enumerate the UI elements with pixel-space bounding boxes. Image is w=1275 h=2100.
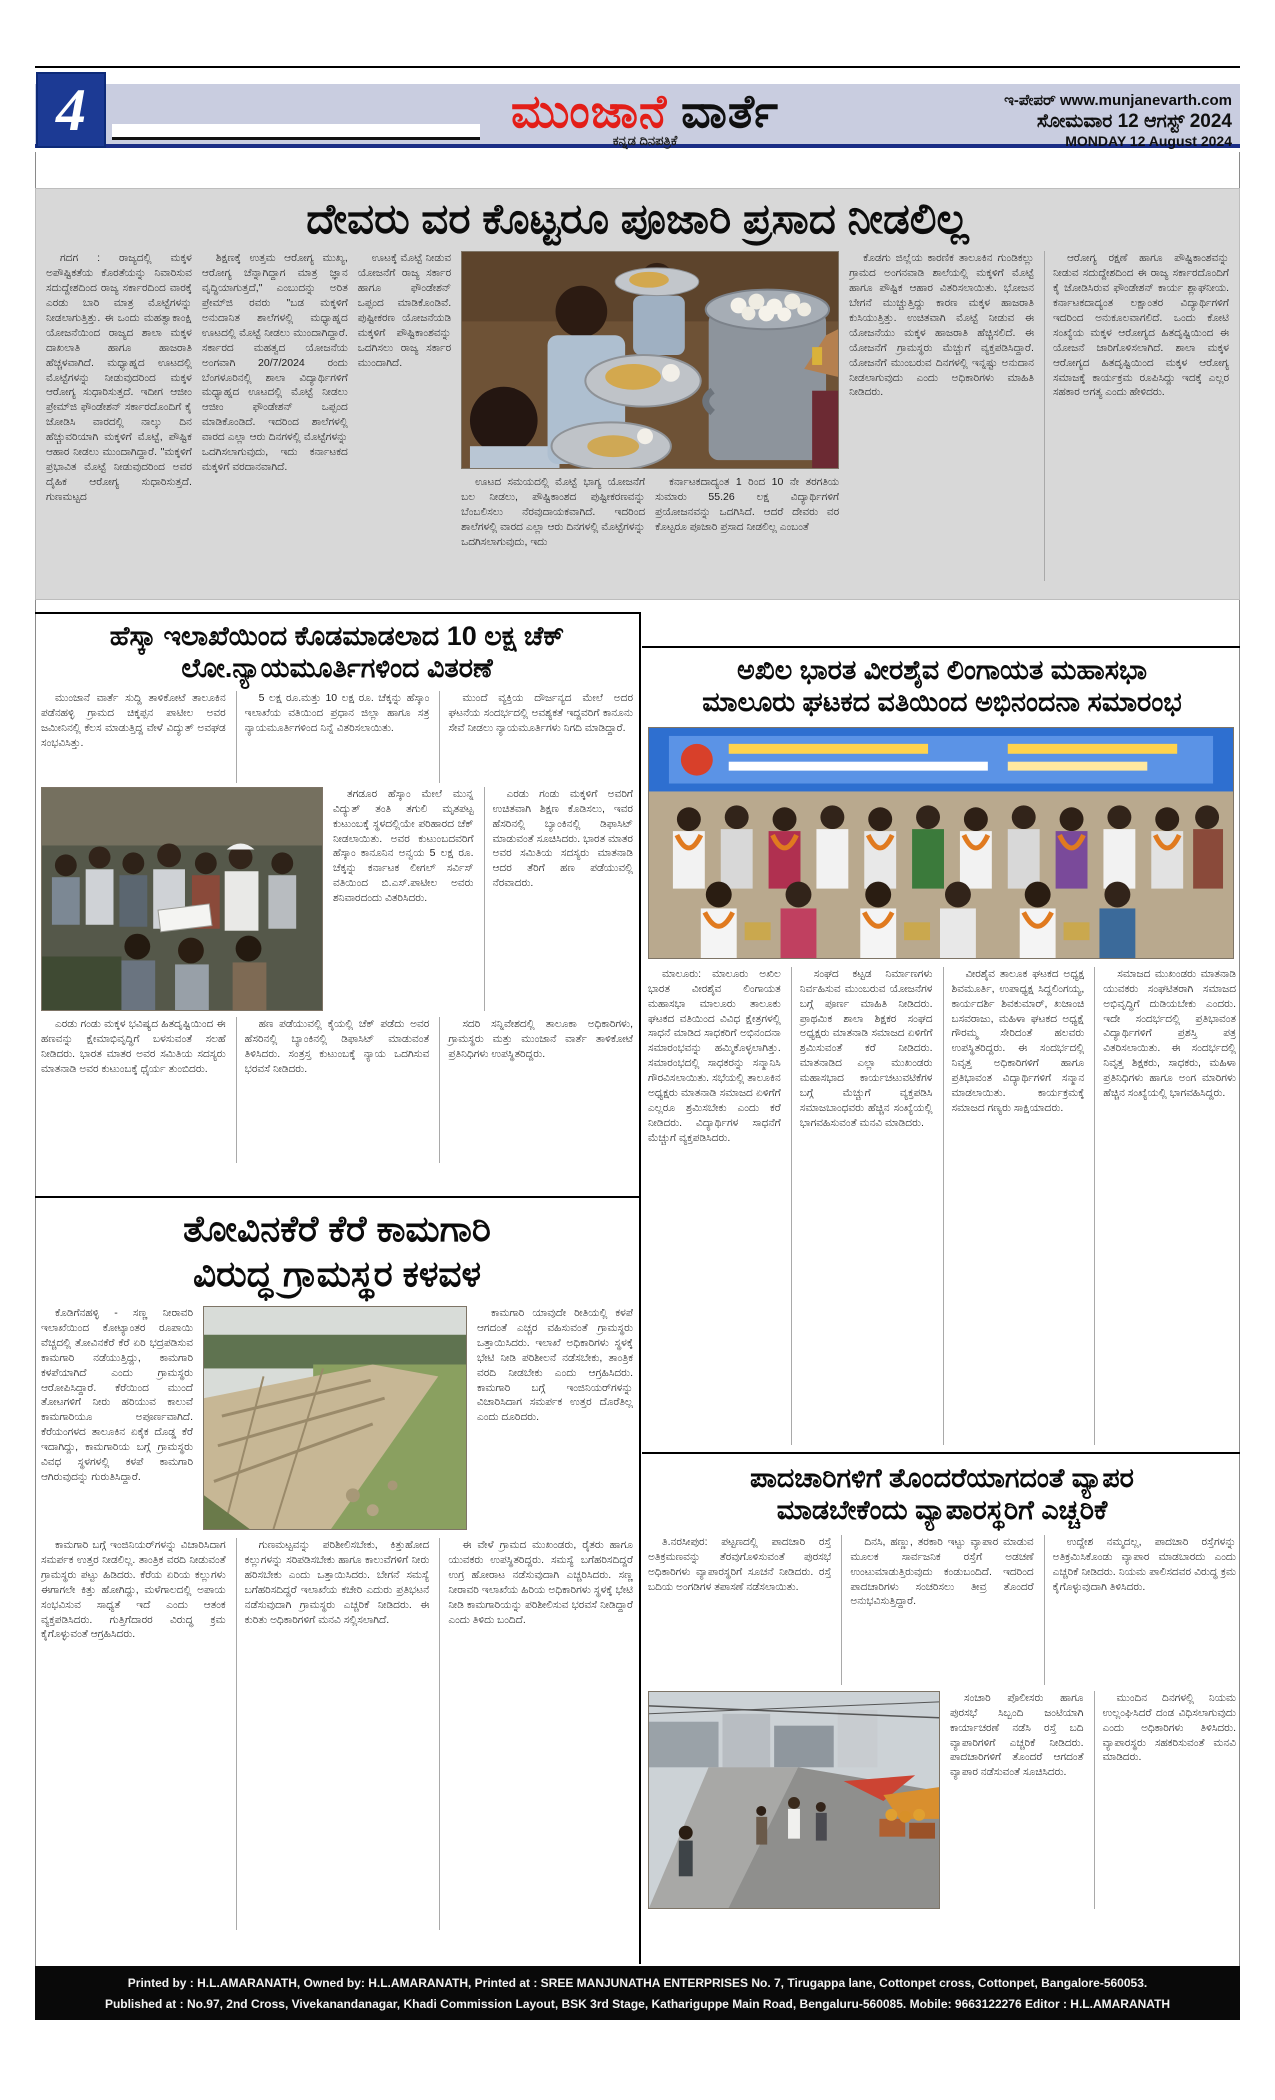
felicitation-group-photo — [648, 727, 1234, 959]
lead-col-5: ಆರೋಗ್ಯ ರಕ್ಷಣೆ ಹಾಗೂ ಪೌಷ್ಟಿಕಾಂಶವನ್ನು ನೀಡುವ ಸದುದ್ದೇಶದಿಂದ ಈ ರಾಜ್ಯ ಸರ್ಕಾರದೊಂದಿಗೆ ಕೈ ಜೋಡಿಸಿರುವ ಫೌಂಡೇಶನ್ ಕಾರ್ಯ ಶ್ಲಾಘನೀಯ. ಕರ್ನಾಟಕದಾದ್ಯಂತ ಲಕ್ಷಾಂತರ ವಿದ್ಯಾರ್ಥಿಗಳಿಗೆ ಇದರಿಂದ ಅನುಕೂಲವಾಗಲಿದೆ. ಒಂದು ಕೋಟಿ ಸಂಖ್ಯೆಯ ಮಕ್ಕಳ ಆರೋಗ್ಯದ ಹಿತದೃಷ್ಟಿಯಿಂದ ಈ ಯೋಜನೆ ಜಾರಿಗೊಳಿಸಲಾಗಿದೆ. ಶಾಲಾ ಮಕ್ಕಳ ಆರೋಗ್ಯದ ಹಿತದೃಷ್ಟಿಯಿಂದ ಮಕ್ಕಳ ಆರೋಗ್ಯ ಸಮಾಜಕ್ಕೆ ಕಾರ್ಯಕ್ರಮ ರೂಪಿಸಿದ್ದು ಇದಕ್ಕೆ ಎಲ್ಲರ ಸಹಕಾರ ಅಗತ್ಯ ಎಂದು ಹೇಳಿದರು. — [1044, 251, 1229, 581]
lake-bottom-col-3: ಈ ವೇಳೆ ಗ್ರಾಮದ ಮುಖಂಡರು, ರೈತರು ಹಾಗೂ ಯುವಕರು ಉಪಸ್ಥಿತರಿದ್ದರು. ಸಮಸ್ಯೆ ಬಗೆಹರಿಸದಿದ್ದರೆ ಉಗ್ರ ಹೋರಾಟ ನಡೆಸುವುದಾಗಿ ಎಚ್ಚರಿಸಿದರು. ಸಣ್ಣ ನೀರಾವರಿ ಇಲಾಖೆಯ ಹಿರಿಯ ಅಧಿಕಾರಿಗಳು ಸ್ಥಳಕ್ಕೆ ಭೇಟಿ ನೀಡಿ ಕಾಮಗಾರಿಯನ್ನು ಪರಿಶೀಲಿಸುವ ಭರವಸೆ ನೀಡಿದ್ದಾರೆ ಎಂದು ತಿಳಿದು ಬಂದಿದೆ. — [439, 1538, 633, 1930]
cheque-side-col-1: ತಗಡೂರ ಹೆಸ್ಕಾಂ ಮೇಲೆ ಮುನ್ನ ವಿದ್ಯುತ್ ತಂತಿ ತಗುಲಿ ಮೃತಪಟ್ಟ ಕುಟುಂಬಕ್ಕೆ ಸ್ಥಳದಲ್ಲಿಯೇ ಪರಿಹಾರದ ಚೆಕ್ ನೀಡಲಾಯಿತು. ಅವರ ಕುಟುಂಬದವರಿಗೆ ಹೆಸ್ಕಾಂ ಕಾನೂನಿನ ಅನ್ವಯ 5 ಲಕ್ಷ ರೂ. ಚೆಕ್ಕನ್ನು ಕರ್ನಾಟಕ ಲೀಗಲ್ ಸರ್ವಿಸ್ ವತಿಯಿಂದ ಬಿ.ಎಸ್.ಪಾಟೀಲ ಅವರು ಶನಿವಾರದಂದು ವಿತರಿಸಿದರು. — [333, 787, 474, 905]
cheque-side-col-2: ಎರಡು ಗಂಡು ಮಕ್ಕಳಿಗೆ ಅವರಿಗೆ ಉಚಿತವಾಗಿ ಶಿಕ್ಷಣ ಕೊಡಿಸಲು, ಇವರ ಹೆಸರಿನಲ್ಲಿ ಬ್ಯಾಂಕಿನಲ್ಲಿ ಡಿಫಾಸಿಟ್ ಮಾಡುವಂತೆ ಸೂಚಿಸಿದರು. ಭಾರತ ಮಾತರ ಅವರ ಸಮಿತಿಯ ಸದಸ್ಯರು ಮಾತನಾಡಿ ಆದರ ತೆರಿಗೆ ಹಣ ಪಡೆಯುವಲ್ಲಿ ನೆರವಾದರು. — [484, 787, 634, 1011]
cheque-headline-line2: ಲೋ.ನ್ಯಾಯಮೂರ್ತಿಗಳಿಂದ ವಿತರಣೆ — [181, 653, 493, 684]
page-number-box — [36, 72, 106, 148]
vendor-article — [642, 1452, 1240, 1909]
cheque-bottom-col-3: ಸದರಿ ಸನ್ನಿವೇಶದಲ್ಲಿ ತಾಲೂಕಾ ಅಧಿಕಾರಿಗಳು, ಗ್ರಾಮಸ್ಥರು ಮತ್ತು ಮುಂಜಾನೆ ವಾರ್ತೆ ತಾಳಿಕೋಟೆ ಪ್ರತಿನಿಧಿಗಳು ಉಪಸ್ಥಿತರಿದ್ದರು. — [439, 1017, 633, 1163]
imprint-line-1: Printed by : H.L.AMARANATH, Owned by: H.L.AMARANATH, Printed at : SREE MANJUNATHA ENTERPRISES No. 7, Tirugappa lane, Cottonpet cross, Cottonpet, Bangalore-560053. — [127, 1975, 1148, 1990]
lake-right-col: ಕಾಮಗಾರಿ ಯಾವುದೇ ರೀತಿಯಲ್ಲಿ ಕಳಪೆ ಆಗದಂತೆ ಎಚ್ಚರ ವಹಿಸುವಂತೆ ಗ್ರಾಮಸ್ಥರು ಒತ್ತಾಯಿಸಿದರು. ಇಲಾಖೆ ಅಧಿಕಾರಿಗಳು ಸ್ಥಳಕ್ಕೆ ಭೇಟಿ ನೀಡಿ ಪರಿಶೀಲನೆ ನಡೆಸಬೇಕು, ತಾಂತ್ರಿಕ ವರದಿ ನೀಡಬೇಕು ಎಂದು ಆಗ್ರಹಿಸಿದರು. ಕಾಮಗಾರಿ ಬಗ್ಗೆ ಇಂಜಿನಿಯರ್‌ಗಳನ್ನು ವಿಚಾರಿಸಿದಾಗ ಸಮರ್ಪಕ ಉತ್ತರ ದೊರೆತಿಲ್ಲ ಎಂದು ದೂರಿದರು. — [477, 1307, 633, 1424]
lead-col-1: ಗದಗ : ರಾಜ್ಯದಲ್ಲಿ ಮಕ್ಕಳ ಅಪೌಷ್ಟಿಕತೆಯ ಕೊರತೆಯನ್ನು ನಿವಾರಿಸುವ ಸದುದ್ದೇಶದಿಂದ ರಾಜ್ಯ ಸರ್ಕಾರದಿಂದ ವಾರಕ್ಕೆ ಎರಡು ಬಾರಿ ಮಾತ್ರ ಮೊಟ್ಟೆಗಳನ್ನು ನೀಡಲಾಗುತ್ತಿತ್ತು. ಈ ಒಂದು ಮಹತ್ವಾಕಾಂಕ್ಷಿ ಯೋಜನೆಯಿಂದ ರಾಜ್ಯದ ಶಾಲಾ ಮಕ್ಕಳ ದಾಖಲಾತಿ ಹಾಗೂ ಹಾಜರಾತಿ ಹೆಚ್ಚಳವಾಗಿದೆ. ಮಧ್ಯಾಹ್ನದ ಊಟದಲ್ಲಿ ಮೊಟ್ಟೆಗಳನ್ನು ನೀಡುವುದರಿಂದ ಮಕ್ಕಳ ಆರೋಗ್ಯ ಸುಧಾರಿಸುತ್ತದೆ. ಇದೀಗ ಆಜೀಂ ಪ್ರೇಮ್‌ಜಿ ಫೌಂಡೇಶನ್ ಸರ್ಕಾರದೊಂದಿಗೆ ಕೈ ಜೋಡಿಸಿ ವಾರದಲ್ಲಿ ನಾಲ್ಕು ದಿನ ಹೆಚ್ಚುವರಿಯಾಗಿ ಮಕ್ಕಳಿಗೆ ಮೊಟ್ಟೆ, ಪೌಷ್ಟಿಕ ಆಹಾರ ನೀಡಲು ಮುಂದಾಗಿದ್ದಾರೆ. "ಮಕ್ಕಳಿಗೆ ಪ್ರಭಾವಿತ ಮೊಟ್ಟೆ ನೀಡುವುದರಿಂದ ಅವರ ದೈಹಿಕ ಆರೋಗ್ಯ ಸುಧಾರಿಸುತ್ತದೆ. ಗುಣಮಟ್ಟದ — [46, 252, 192, 503]
page-number: 4 — [56, 76, 86, 143]
lake-headline-line1: ತೋವಿನಕೆರೆ ಕೆರೆ ಕಾಮಗಾರಿ — [183, 1208, 491, 1249]
lingayat-headline-line1: ಅಖಿಲ ಭಾರತ ವೀರಶೈವ ಲಿಂಗಾಯತ ಮಹಾಸಭಾ — [736, 655, 1148, 685]
lead-col-2: ಶಿಕ್ಷಣಕ್ಕೆ ಉತ್ತಮ ಆರೋಗ್ಯ ಮುಖ್ಯ, ಆರೋಗ್ಯ ಚೆನ್ನಾಗಿದ್ದಾಗ ಮಾತ್ರ ಜ್ಞಾನ ವೃದ್ಧಿಯಾಗುತ್ತದೆ," ಎಂಬುದನ್ನು ಅರಿತ ಪ್ರೇಮ್‌ಜಿ ರವರು "ಬಡ ಮಕ್ಕಳಿಗೆ ಅನುದಾನಿತ ಶಾಲೆಗಳಲ್ಲಿ ಮಧ್ಯಾಹ್ನದ ಊಟದಲ್ಲಿ ಮೊಟ್ಟೆ ನೀಡಲು ಮುಂದಾಗಿದ್ದಾರೆ. ಸರ್ಕಾರದ ಮಹತ್ವದ ಯೋಜನೆಯ ಅಂಗವಾಗಿ 20/7/2024 ರಂದು ಬೆಂಗಳೂರಿನಲ್ಲಿ ಶಾಲಾ ವಿದ್ಯಾರ್ಥಿಗಳಿಗೆ ಮಧ್ಯಾಹ್ನದ ಊಟದಲ್ಲಿ ಮೊಟ್ಟೆ ನೀಡಲು ಆಜೀಂ ಫೌಂಡೇಶನ್ ಒಪ್ಪಂದ ಮಾಡಿಕೊಂಡಿದೆ. ಇದರಿಂದ ಶಾಲೆಗಳಲ್ಲಿ ವಾರದ ಎಲ್ಲಾ ಆರು ದಿನಗಳಲ್ಲಿ ಮೊಟ್ಟೆಗಳನ್ನು ಒದಗಿಸಲಾಗುವುದು, ಇದು ಕರ್ನಾಟಕದ ಮಕ್ಕಳಿಗೆ ವರದಾನವಾಗಿದೆ. — [201, 252, 348, 473]
cheque-intro-1: ಮುಂಜಾನೆ ವಾರ್ತೆ ಸುದ್ದಿ ತಾಳಿಕೋಟೆ ತಾಲೂಕಿನ ಪಡೆನಹಳ್ಳಿ ಗ್ರಾಮದ ಚಿಕ್ಕಪ್ಪನ ಪಾಟೀಲ ಅವರ ಜಮೀನಿನಲ್ಲಿ ಕೆಲಸ ಮಾಡುತ್ತಿದ್ದ ವೇಳೆ ವಿದ್ಯುತ್ ಅವಘಡ ಸಂಭವಿಸಿತ್ತು. — [41, 691, 226, 749]
cheque-handover-photo — [41, 787, 323, 1011]
masthead-subtitle: ಕನ್ನಡ ದಿನಪತ್ರಿಕೆ — [612, 133, 678, 148]
masthead-word-red: ಮುಂಜಾನೆ — [511, 85, 668, 137]
cheque-headline-line1: ಹೆಸ್ಕಾ ಇಲಾಖೆಯಿಂದ ಕೊಡಮಾಡಲಾದ 10 ಲಕ್ಷ ಚೆಕ್ — [109, 621, 565, 651]
lead-headline: ದೇವರು ವರ ಕೊಟ್ಟರೂ ಪೂಜಾರಿ ಪ್ರಸಾದ ನೀಡಲಿಲ್ಲ — [306, 195, 969, 242]
date-english: MONDAY 12 August 2024 — [1065, 133, 1232, 149]
masthead — [430, 85, 860, 137]
lake-bottom-col-1: ಕಾಮಗಾರಿ ಬಗ್ಗೆ ಇಂಜಿನಿಯರ್‌ಗಳನ್ನು ವಿಚಾರಿಸಿದಾಗ ಸಮರ್ಪಕ ಉತ್ತರ ನೀಡಲಿಲ್ಲ. ತಾಂತ್ರಿಕ ವರದಿ ನೀಡುವಂತೆ ಗ್ರಾಮಸ್ಥರು ಪಟ್ಟು ಹಿಡಿದರು. ಕೆರೆಯ ಏರಿಯ ಕಲ್ಲುಗಳು ಈಗಾಗಲೇ ಕಿತ್ತು ಹೋಗಿದ್ದು, ಮಳೆಗಾಲದಲ್ಲಿ ಅಪಾಯ ಸಂಭವಿಸುವ ಸಾಧ್ಯತೆ ಇದೆ ಎಂದು ಆತಂಕ ವ್ಯಕ್ತಪಡಿಸಿದರು. ಗುತ್ತಿಗೆದಾರರ ವಿರುದ್ಧ ಕ್ರಮ ಕೈಗೊಳ್ಳುವಂತೆ ಆಗ್ರಹಿಸಿದರು. — [41, 1539, 226, 1641]
cheque-intro-2: 5 ಲಕ್ಷ ರೂ.ಮತ್ತು 10 ಲಕ್ಷ ರೂ. ಚೆಕ್ಕನ್ನು ಹೆಸ್ಕಾಂ ಇಲಾಖೆಯ ವತಿಯಿಂದ ಪ್ರಧಾನ ಜಿಲ್ಲಾ ಹಾಗೂ ಸತ್ರ ನ್ಯಾಯಮೂರ್ತಿಗಳಿಂದ ನಿನ್ನೆ ವಿತರಿಸಲಾಯಿತು. — [236, 691, 430, 783]
lake-left-col: ಕೊಡಿಗೆನಹಳ್ಳಿ - ಸಣ್ಣ ನೀರಾವರಿ ಇಲಾಖೆಯಿಂದ ಕೋಟ್ಯಾಂತರ ರೂಪಾಯಿ ವೆಚ್ಚದಲ್ಲಿ ತೋವಿನಕೆರೆ ಕೆರೆ ಏರಿ ಭದ್ರಪಡಿಸುವ ಕಾಮಗಾರಿ ನಡೆಯುತ್ತಿದ್ದು, ಕಾಮಗಾರಿ ಕಳಪೆಯಾಗಿದೆ ಎಂದು ಗ್ರಾಮಸ್ಥರು ಆರೋಪಿಸಿದ್ದಾರೆ. ಕೆರೆಯಿಂದ ಮುಂದೆ ತೋಟಗಳಿಗೆ ನೀರು ಹರಿಯುವ ಕಾಲುವೆ ಕಾಮಗಾರಿಯೂ ಅಪೂರ್ಣವಾಗಿದೆ. ಕೆರೆಯಂಗಳದ ತಾಲೂಕಿನ ಏಕೈಕ ದೊಡ್ಡ ಕೆರೆ ಇದಾಗಿದ್ದು, ಕಾಮಗಾರಿಯ ಬಗ್ಗೆ ಗ್ರಾಮಸ್ಥರು ವಿವಧ ಸ್ಥಳಗಳಲ್ಲಿ ಕಳಪೆ ಕಾಮಗಾರಿ ಆಗಿರುವುದನ್ನು ಗುರುತಿಸಿದ್ದಾರೆ. — [41, 1307, 193, 1483]
imprint-line-2: Published at : No.97, 2nd Cross, Vivekanandanagar, Khadi Commission Layout, BSK 3rd Stage, Kathariguppe Main Road, Bengaluru-560085. Mobile: 9663122276 Editor : H.L.AMARANATH — [104, 1996, 1171, 2011]
vendor-intro-1: ತಿ.ನರಸೀಪುರ: ಪಟ್ಟಣದಲ್ಲಿ ಪಾದಚಾರಿ ರಸ್ತೆ ಅತಿಕ್ರಮಣವನ್ನು ತೆರವುಗೊಳಿಸುವಂತೆ ಪುರಸಭೆ ಅಧಿಕಾರಿಗಳು ವ್ಯಾಪಾರಸ್ಥರಿಗೆ ಸೂಚನೆ ನೀಡಿದರು. ರಸ್ತೆ ಬದಿಯ ಅಂಗಡಿಗಳ ತಪಾಸಣೆ ನಡೆಸಲಾಯಿತು. — [648, 1535, 832, 1593]
lead-caption-right: ಕರ್ನಾಟಕದಾದ್ಯಂತ 1 ರಿಂದ 10 ನೇ ತರಗತಿಯ ಸುಮಾರು 55.26 ಲಕ್ಷ ವಿದ್ಯಾರ್ಥಿಗಳಿಗೆ ಪ್ರಯೋಜನವನ್ನು ಒದಗಿಸಿದೆ. ಆದರೆ ದೇವರು ವರ ಕೊಟ್ಟರೂ ಪೂಜಾರಿ ಪ್ರಸಾದ ನೀಡಲಿಲ್ಲ ಎಂಬಂತೆ — [655, 476, 840, 534]
lingayat-col-1: ಮಾಲೂರು: ಮಾಲೂರು ಅಖಿಲ ಭಾರತ ವೀರಶೈವ ಲಿಂಗಾಯತ ಮಹಾಸಭಾ ಮಾಲೂರು ತಾಲೂಕು ಘಟಕದ ವತಿಯಿಂದ ವಿವಿಧ ಕ್ಷೇತ್ರಗಳಲ್ಲಿ ಸಾಧನೆ ಮಾಡಿದ ಸಾಧಕರಿಗೆ ಅಭಿನಂದನಾ ಸಮಾರಂಭವನ್ನು ಹಮ್ಮಿಕೊಳ್ಳಲಾಗಿತ್ತು. ಸಮಾರಂಭದಲ್ಲಿ ಸಾಧಕರನ್ನು ಸನ್ಮಾನಿಸಿ ಗೌರವಿಸಲಾಯಿತು. ಸಭೆಯಲ್ಲಿ ತಾಲೂಕಿನ ಅಧ್ಯಕ್ಷರು ಮಾತನಾಡಿ ಸಮಾಜದ ಏಳಿಗೆಗೆ ಎಲ್ಲರೂ ಶ್ರಮಿಸಬೇಕು ಎಂದು ಕರೆ ನೀಡಿದರು. ವಿದ್ಯಾರ್ಥಿಗಳ ಸಾಧನೆಗೆ ಮೆಚ್ಚುಗೆ ವ್ಯಕ್ತಪಡಿಸಿದರು. — [648, 967, 781, 1144]
cheque-intro-3: ಮುಂದೆ ವ್ಯಕ್ತಿಯ ದೌರ್ಜನ್ಯದ ಮೇಲೆ ಅದರ ಘಟನೆಯ ಸಂದರ್ಭದಲ್ಲಿ ಅವಶ್ಯಕತೆ ಇದ್ದವರಿಗೆ ಕಾನೂನು ಸೇವೆ ನೀಡಲು ನ್ಯಾಯಮೂರ್ತಿಗಳು ನಿಗದಿ ಮಾಡಿದ್ದಾರೆ. — [439, 691, 633, 783]
cheque-bottom-col-1: ಎರಡು ಗಂಡು ಮಕ್ಕಳ ಭವಿಷ್ಯದ ಹಿತದೃಷ್ಟಿಯಿಂದ ಈ ಹಣವನ್ನು ಕ್ಷೇಮಾಭಿವೃದ್ಧಿಗೆ ಬಳಸುವಂತೆ ಸಲಹೆ ನೀಡಿದರು. ಭಾರತ ಮಾತರ ಅವರ ಸಮಿತಿಯ ಸದಸ್ಯರು ಮಾತನಾಡಿ ಅವರ ಕುಟುಂಬಕ್ಕೆ ಧೈರ್ಯ ತುಂಬಿದರು. — [41, 1017, 226, 1075]
vendor-intro-3: ಉದ್ದೇಶ ನಮ್ಮದಲ್ಲ, ಪಾದಚಾರಿ ರಸ್ತೆಗಳನ್ನು ಅತಿಕ್ರಮಿಸಿಕೊಂಡು ವ್ಯಾಪಾರ ಮಾಡಬಾರದು ಎಂದು ಎಚ್ಚರಿಕೆ ನೀಡಿದರು. ನಿಯಮ ಪಾಲಿಸದವರ ವಿರುದ್ಧ ಕ್ರಮ ಕೈಗೊಳ್ಳುವುದಾಗಿ ತಿಳಿಸಿದರು. — [1044, 1535, 1236, 1685]
vendor-headline-line1: ಪಾದಚಾರಿಗಳಿಗೆ ತೊಂದರೆಯಾಗದಂತೆ ವ್ಯಾಪರ — [750, 1463, 1134, 1493]
lake-construction-photo — [203, 1306, 467, 1530]
masthead-word-black: ವಾರ್ತೆ — [667, 85, 779, 137]
lingayat-col-4: ಸಮಾಜದ ಮುಖಂಡರು ಮಾತನಾಡಿ ಯುವಕರು ಸಂಘಟಿತರಾಗಿ ಸಮಾಜದ ಅಭಿವೃದ್ಧಿಗೆ ದುಡಿಯಬೇಕು ಎಂದರು. ಇದೇ ಸಂದರ್ಭದಲ್ಲಿ ಪ್ರತಿಭಾವಂತ ವಿದ್ಯಾರ್ಥಿಗಳಿಗೆ ಪ್ರಶಸ್ತಿ ಪತ್ರ ವಿತರಿಸಲಾಯಿತು. ಈ ಸಂದರ್ಭದಲ್ಲಿ ನಿವೃತ್ತ ಶಿಕ್ಷಕರು, ಸಾಧಕರು, ಮಹಿಳಾ ಪ್ರತಿನಿಧಿಗಳು ಹಾಗೂ ಅಂಗ ಮಾರಿಗಳು ಹೆಚ್ಚಿನ ಸಂಖ್ಯೆಯಲ್ಲಿ ಭಾಗವಹಿಸಿದ್ದರು. — [1094, 967, 1236, 1445]
masthead-underline-strip — [112, 124, 480, 140]
date-kannada: ಸೋಮವಾರ 12 ಆಗಸ್ಟ್ 2024 — [1036, 111, 1232, 132]
lead-caption-left: ಊಟದ ಸಮಯದಲ್ಲಿ ಮೊಟ್ಟೆ ಭಾಗ್ಯ ಯೋಜನೆಗೆ ಬಲ ನೀಡಲು, ಪೌಷ್ಟಿಕಾಂಶದ ಪುಷ್ಟೀಕರಣವನ್ನು ಬೆಂಬಲಿಸಲು ನೆರವುದಾಯಕವಾಗಿದೆ. ಇದರಿಂದ ಶಾಲೆಗಳಲ್ಲಿ ವಾರದ ಎಲ್ಲಾ ಆರು ದಿನಗಳಲ್ಲಿ ಮೊಟ್ಟೆಗಳನ್ನು ಒದಗಿಸಲಾಗುವುದು, ಇದು — [461, 476, 646, 548]
street-market-photo — [648, 1691, 940, 1909]
cheque-bottom-col-2: ಹಣ ಪಡೆಯುವಲ್ಲಿ ಕೈಯಲ್ಲಿ ಚೆಕ್ ಪಡೆದು ಅವರ ಹೆಸರಿನಲ್ಲಿ ಬ್ಯಾಂಕಿನಲ್ಲಿ ಡಿಫಾಸಿಟ್ ಮಾಡುವಂತೆ ತಿಳಿಸಿದರು. ಸಂತ್ರಸ್ತ ಕುಟುಂಬಕ್ಕೆ ನ್ಯಾಯ ಒದಗಿಸುವ ಭರವಸೆ ನೀಡಿದರು. — [236, 1017, 430, 1163]
vendor-intro-2: ದಿನಸಿ, ಹಣ್ಣು, ತರಕಾರಿ ಇಟ್ಟು ವ್ಯಾಪಾರ ಮಾಡುವ ಮೂಲಕ ಸಾರ್ವಜನಿಕ ರಸ್ತೆಗೆ ಅಡಚಣೆ ಉಂಟುಮಾಡುತ್ತಿರುವುದು ಕಂಡುಬಂದಿದೆ. ಇದರಿಂದ ಪಾದಚಾರಿಗಳು ಸಂಚರಿಸಲು ತೀವ್ರ ತೊಂದರೆ ಅನುಭವಿಸುತ್ತಿದ್ದಾರೆ. — [841, 1535, 1033, 1685]
lingayat-col-2: ಸಂಘದ ಕಟ್ಟಡ ನಿರ್ಮಾಣಗಳು ನಿರ್ವಹಿಸುವ ಮುಂಬರುವ ಯೋಜನೆಗಳ ಬಗ್ಗೆ ಪೂರ್ಣ ಮಾಹಿತಿ ನೀಡಿದರು. ಪ್ರಾಥಮಿಕ ಶಾಲಾ ಶಿಕ್ಷಕರ ಸಂಘದ ಅಧ್ಯಕ್ಷರು ಮಾತನಾಡಿ ಸಮಾಜದ ಏಳಿಗೆಗೆ ಶ್ರಮಿಸುವಂತೆ ಕರೆ ನೀಡಿದರು. ಮಾತನಾಡಿದ ಎಲ್ಲಾ ಮುಖಂಡರು ಮಹಾಸಭಾದ ಕಾರ್ಯಚಟುವಟಿಕೆಗಳ ಬಗ್ಗೆ ಮೆಚ್ಚುಗೆ ವ್ಯಕ್ತಪಡಿಸಿ ಸಮಾಜಬಾಂಧವರು ಹೆಚ್ಚಿನ ಸಂಖ್ಯೆಯಲ್ಲಿ ಭಾಗವಹಿಸುವಂತೆ ಮನವಿ ಮಾಡಿದರು. — [791, 967, 933, 1445]
lead-photo-block — [461, 251, 839, 581]
lingayat-headline-line2: ಮಾಲೂರು ಘಟಕದ ವತಿಯಿಂದ ಅಭಿನಂದನಾ ಸಮಾರಂಭ — [702, 687, 1182, 718]
center-column-divider — [639, 612, 641, 1964]
lead-article — [35, 188, 1240, 600]
lingayat-col-3: ವೀರಶೈವ ತಾಲೂಕ ಘಟಕದ ಅಧ್ಯಕ್ಷ ಶಿವಮೂರ್ತಿ, ಉಪಾಧ್ಯಕ್ಷ ಸಿದ್ದಲಿಂಗಯ್ಯ, ಕಾರ್ಯದರ್ಶಿ ಶಿವಕುಮಾರ್, ಖಜಾಂಚಿ ಬಸವರಾಜು, ಮಹಿಳಾ ಘಟಕದ ಅಧ್ಯಕ್ಷೆ ಗೌರಮ್ಮ ಸೇರಿದಂತೆ ಹಲವರು ಉಪಸ್ಥಿತರಿದ್ದರು. ಈ ಸಂದರ್ಭದಲ್ಲಿ ನಿವೃತ್ತ ಅಧಿಕಾರಿಗಳಿಗೆ ಹಾಗೂ ಪ್ರತಿಭಾವಂತ ವಿದ್ಯಾರ್ಥಿಗಳಿಗೆ ಸನ್ಮಾನ ಮಾಡಲಾಯಿತು. ಕಾರ್ಯಕ್ರಮಕ್ಕೆ ಸಮಾಜದ ಗಣ್ಯರು ಸಾಕ್ಷಿಯಾದರು. — [943, 967, 1085, 1445]
lake-article — [35, 1196, 639, 1930]
lake-bottom-col-2: ಗುಣಮಟ್ಟವನ್ನು ಪರಿಶೀಲಿಸಬೇಕು, ಕಿತ್ತುಹೋದ ಕಲ್ಲುಗಳನ್ನು ಸರಿಪಡಿಸಬೇಕು ಹಾಗೂ ಕಾಲುವೆಗಳಿಗೆ ನೀರು ಹರಿಸಬೇಕು ಎಂದು ಒತ್ತಾಯಿಸಿದರು. ಬೇಗನೆ ಸಮಸ್ಯೆ ಬಗೆಹರಿಸದಿದ್ದರೆ ಇಲಾಖೆಯ ಕಚೇರಿ ಎದುರು ಪ್ರತಿಭಟನೆ ನಡೆಸುವುದಾಗಿ ಗ್ರಾಮಸ್ಥರು ಎಚ್ಚರಿಕೆ ನೀಡಿದರು. ಈ ಕುರಿತು ಅಧಿಕಾರಿಗಳಿಗೆ ಮನವಿ ಸಲ್ಲಿಸಲಾಗಿದೆ. — [236, 1538, 430, 1930]
lead-col-4: ಕೊಡಗು ಜಿಲ್ಲೆಯ ಕಾರಣಿಕ ತಾಲೂಕಿನ ಗುಂಡಿಕಲ್ಲು ಗ್ರಾಮದ ಅಂಗನವಾಡಿ ಶಾಲೆಯಲ್ಲಿ ಮಕ್ಕಳಿಗೆ ಮೊಟ್ಟೆ ಹಾಗೂ ಪೌಷ್ಟಿಕ ಆಹಾರ ವಿತರಿಸಲಾಯಿತು. ಭೋಜನ ಬೇಗನೆ ಮುಚ್ಚುತ್ತಿದ್ದು ಕಾರಣ ಮಕ್ಕಳ ಹಾಜರಾತಿ ಕುಸಿಯುತ್ತಿತ್ತು. ಉಚಿತವಾಗಿ ಮೊಟ್ಟೆ ನೀಡುವ ಈ ಯೋಜನೆಯು ಮಕ್ಕಳ ಹಾಜರಾತಿ ಹೆಚ್ಚಿಸಲಿದೆ. ಈ ಯೋಜನೆಗೆ ಗ್ರಾಮಸ್ಥರು ಮೆಚ್ಚುಗೆ ವ್ಯಕ್ತಪಡಿಸಿದ್ದಾರೆ. ಯೋಜನೆಗೆ ಮುಂಬರುವ ದಿನಗಳಲ್ಲಿ ಇನ್ನಷ್ಟು ಅನುದಾನ ನೀಡಲಾಗುವುದು ಎಂದು ಅಧಿಕಾರಿಗಳು ಮಾಹಿತಿ ನೀಡಿದರು. — [849, 252, 1034, 399]
cheque-article — [35, 612, 639, 1163]
lake-headline-line2: ವಿರುದ್ಧ ಗ್ರಾಮಸ್ಥರ ಕಳವಳ — [192, 1253, 482, 1294]
imprint-footer — [35, 1966, 1240, 2020]
vendor-side-col-2: ಮುಂದಿನ ದಿನಗಳಲ್ಲಿ ನಿಯಮ ಉಲ್ಲಂಘಿಸಿದರೆ ದಂಡ ವಿಧಿಸಲಾಗುವುದು ಎಂದು ಅಧಿಕಾರಿಗಳು ತಿಳಿಸಿದರು. ವ್ಯಾಪಾರಸ್ಥರು ಸಹಕರಿಸುವಂತೆ ಮನವಿ ಮಾಡಿದರು. — [1094, 1691, 1237, 1909]
lead-col-3: ಊಟಕ್ಕೆ ಮೊಟ್ಟೆ ನೀಡುವ ಯೋಜನೆಗೆ ರಾಜ್ಯ ಸರ್ಕಾರ ಹಾಗೂ ಫೌಂಡೇಶನ್ ಒಪ್ಪಂದ ಮಾಡಿಕೊಂಡಿವೆ. ಪುಷ್ಟೀಕರಣ ಯೋಜನೆಯಡಿ ಮಕ್ಕಳಿಗೆ ಪೌಷ್ಟಿಕಾಂಶವನ್ನು ಒದಗಿಸಲು ರಾಜ್ಯ ಸರ್ಕಾರ ಮುಂದಾಗಿದೆ. — [357, 252, 452, 369]
vendor-headline-line2: ಮಾಡಬೇಕೆಂದು ವ್ಯಾಪಾರಸ್ಥರಿಗೆ ಎಚ್ಚರಿಕೆ — [776, 1495, 1108, 1526]
lingayat-article — [642, 646, 1240, 1445]
midday-meal-photo — [461, 251, 839, 469]
vendor-side-col-1: ಸಂಚಾರಿ ಪೊಲೀಸರು ಹಾಗೂ ಪುರಸಭೆ ಸಿಬ್ಬಂದಿ ಜಂಟಿಯಾಗಿ ಕಾರ್ಯಾಚರಣೆ ನಡೆಸಿ ರಸ್ತೆ ಬದಿ ವ್ಯಾಪಾರಿಗಳಿಗೆ ಎಚ್ಚರಿಕೆ ನೀಡಿದರು. ಪಾದಚಾರಿಗಳಿಗೆ ತೊಂದರೆ ಆಗದಂತೆ ವ್ಯಾಪಾರ ನಡೆಸುವಂತೆ ಸೂಚಿಸಿದರು. — [950, 1691, 1084, 1779]
header-top-rule — [35, 66, 1240, 68]
epaper-url[interactable]: ಇ-ಪೇಪರ್ www.munjanevarth.com — [1004, 92, 1232, 109]
